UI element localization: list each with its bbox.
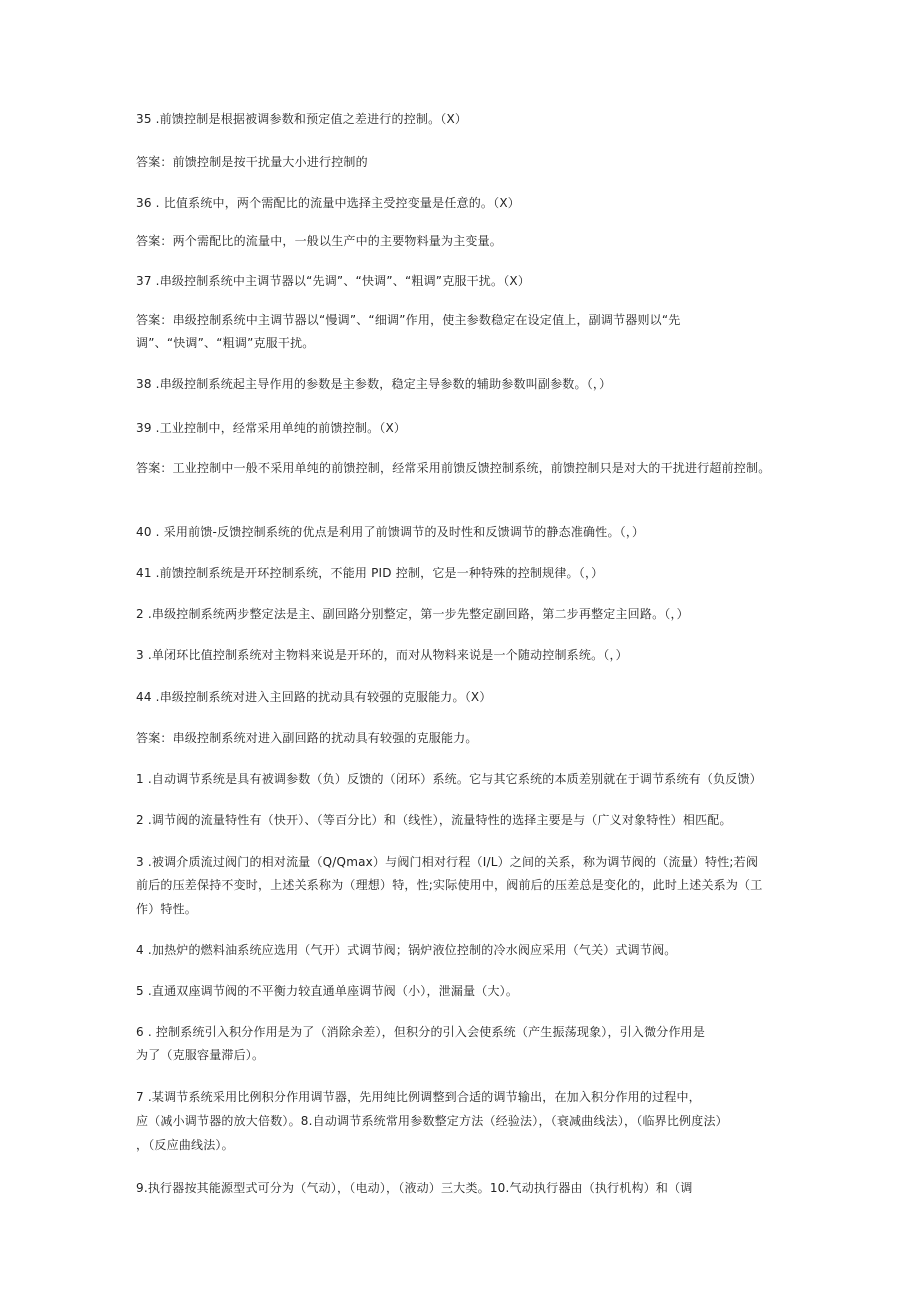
fill-blank-1: 1 .自动调节系统是具有被调参数（负）反馈的（闭环）系统。它与其它系统的本质差别就在于调节系统有（负反馈） [136,772,762,786]
fill-blank-2: 2 .调节阀的流量特性有（快开）、（等百分比）和（线性），流量特性的选择主要是与（广义对象特性）相匹配。 [136,813,732,827]
fill-blank-6-line-1: 6 . 控制系统引入积分作用是为了（消除余差），但积分的引入会使系统（产生振荡现象），引入微分作用是 [136,1025,706,1039]
question-44: 44 .串级控制系统对进入主回路的扰动具有较强的克服能力。（X） [136,690,492,704]
question-41: 41 .前馈控制系统是开环控制系统，不能用 PID 控制，它是一种特殊的控制规律。（，） [136,566,604,580]
question-37: 37 .串级控制系统中主调节器以“先调”、“快调”、“粗调”克服干扰。（X） [136,274,531,288]
fill-blank-7-line-1: 7 .某调节系统采用比例积分作用调节器，先用纯比例调整到合适的调节输出，在加入积分作用的过程中， [136,1090,701,1104]
fill-blank-3-line-2: 前后的压差保持不变时，上述关系称为（理想）特，性;实际使用中，阀前后的压差总是变化的，此时上述关系为（工 [136,878,763,892]
question-42: 2 .串级控制系统两步整定法是主、副回路分别整定，第一步先整定副回路，第二步再整定主回路。（，） [136,607,689,621]
answer-37-line-1: 答案：串级控制系统中主调节器以“慢调”、“细调”作用，使主参数稳定在设定值上，副调节器则以“先 [136,313,681,327]
fill-blank-7-line-3: ，（反应曲线法）。 [136,1138,234,1152]
question-40: 40 . 采用前馈-反馈控制系统的优点是利用了前馈调节的及时性和反馈调节的静态准确性。（，） [136,525,645,539]
fill-blank-6-line-2: 为了（克服容量滞后）。 [136,1048,265,1062]
question-36: 36 . 比值系统中，两个需配比的流量中选择主受控变量是任意的。（X） [136,196,520,210]
question-43: 3 .单闭环比值控制系统对主物料来说是开环的，而对从物料来说是一个随动控制系统。（，） [136,648,628,662]
answer-35: 答案：前馈控制是按干扰量大小进行控制的 [136,155,368,169]
fill-blank-5: 5 .直通双座调节阀的不平衡力较直通单座调节阀（小），泄漏量（大）。 [136,984,519,998]
answer-37-line-2: 调”、“快调”、“粗调”克服干扰。 [136,336,315,350]
question-35: 35 .前馈控制是根据被调参数和预定值之差进行的控制。（X） [136,112,468,126]
answer-39: 答案：工业控制中一般不采用单纯的前馈控制，经常采用前馈反馈控制系统，前馈控制只是对大的干扰进行超前控制。 [136,461,771,475]
answer-36: 答案：两个需配比的流量中，一般以生产中的主要物料量为主变量。 [136,234,503,248]
fill-blank-4: 4 .加热炉的燃料油系统应选用（气开）式调节阀；锅炉液位控制的冷水阀应采用（气关）式调节阀。 [136,943,677,957]
fill-blank-3-line-3: 作）特性。 [136,902,198,916]
fill-blank-3-line-1: 3 .被调介质流过阀门的相对流量（Q/Qmax）与阀门相对行程（I/L）之间的关系，称为调节阀的（流量）特性;若阀 [136,855,759,869]
question-39: 39 .工业控制中，经常采用单纯的前馈控制。（X） [136,421,407,435]
fill-blank-7-line-2: 应（减小调节器的放大倍数）。8.自动调节系统常用参数整定方法（经验法），（衰减曲线法），（临界比例度法） [136,1114,728,1128]
question-38: 38 .串级控制系统起主导作用的参数是主参数，稳定主导参数的辅助参数叫副参数。（，） [136,377,612,391]
answer-44: 答案：串级控制系统对进入副回路的扰动具有较强的克服能力。 [136,731,478,745]
fill-blank-9: 9.执行器按其能源型式可分为（气动），（电动），（液动）三大类。10.气动执行器由（执行机构）和（调 [136,1181,693,1195]
